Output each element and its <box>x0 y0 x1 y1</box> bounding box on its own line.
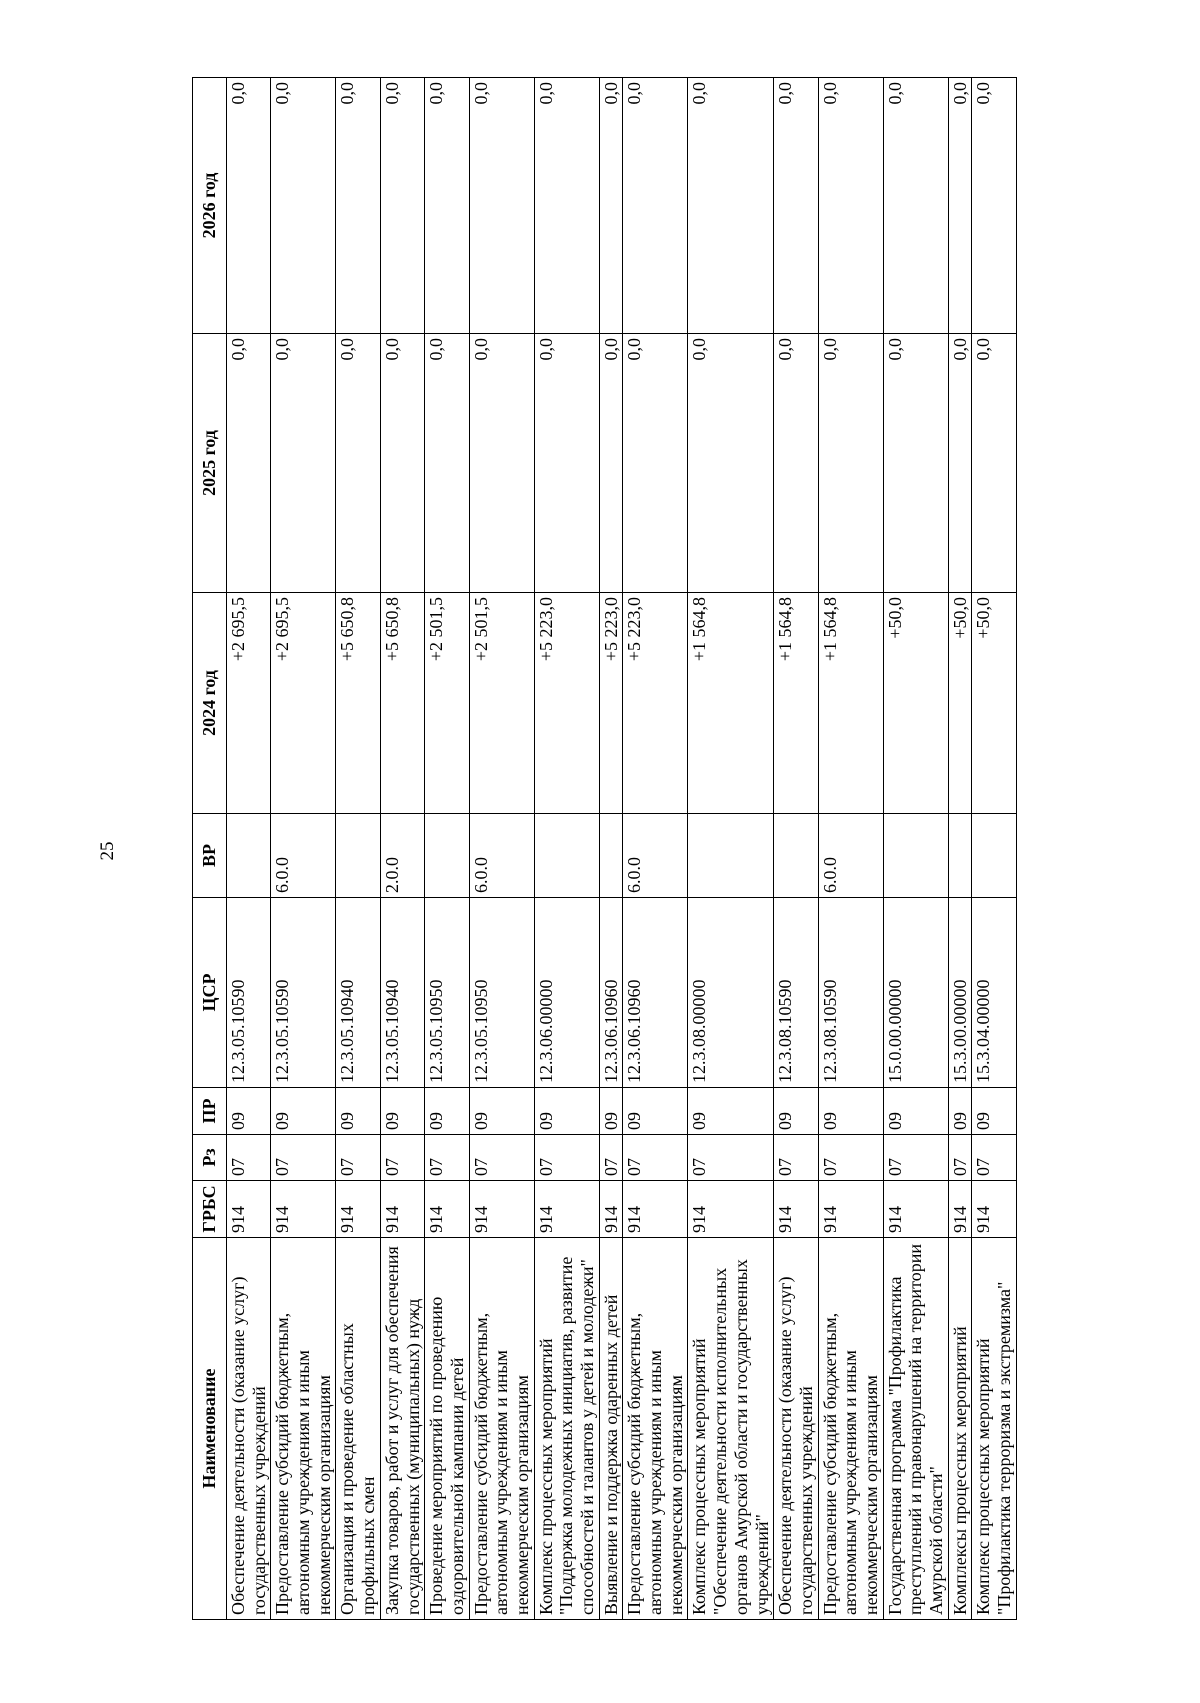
table-cell: +50,0 <box>948 593 972 814</box>
page-number: 25 <box>97 841 118 861</box>
table-cell: 914 <box>599 1181 623 1238</box>
table-cell: 914 <box>534 1181 599 1238</box>
table-cell: 0,0 <box>774 334 818 593</box>
table-cell: 09 <box>774 1088 818 1135</box>
table-cell: 0,0 <box>972 78 1016 334</box>
table-cell: 914 <box>271 1181 336 1238</box>
table-row <box>972 78 1016 1620</box>
table-cell: 07 <box>623 1135 688 1181</box>
column-header: 2025 год <box>193 334 227 593</box>
table-row <box>688 78 774 1620</box>
table-cell: 12.3.06.00000 <box>534 898 599 1088</box>
table-cell: 0,0 <box>818 78 883 334</box>
table-cell: Выявление и поддержка одаренных детей <box>599 1238 623 1620</box>
table-cell: 0,0 <box>818 334 883 593</box>
table-row <box>271 78 336 1620</box>
table-row <box>380 78 424 1620</box>
table-cell: 07 <box>972 1135 1016 1181</box>
table-cell: 0,0 <box>534 78 599 334</box>
table-cell: 07 <box>425 1135 469 1181</box>
column-header: 2026 год <box>193 78 227 334</box>
table-cell: Комплекс процессных мероприятий "Обеспечение деятельности исполнительных органов Амурской области и государственных учреждений" <box>688 1238 774 1620</box>
table-cell: 0,0 <box>623 334 688 593</box>
table-cell: 09 <box>227 1088 271 1135</box>
table-cell: 12.3.08.10590 <box>818 898 883 1088</box>
table-cell: 914 <box>948 1181 972 1238</box>
table-cell: 914 <box>972 1181 1016 1238</box>
table-cell: 07 <box>688 1135 774 1181</box>
table-cell: 15.3.00.00000 <box>948 898 972 1088</box>
budget-table <box>192 77 1017 1620</box>
table-cell: +2 695,5 <box>271 593 336 814</box>
table-cell: 0,0 <box>271 334 336 593</box>
table-cell <box>688 814 774 898</box>
table-cell: 914 <box>227 1181 271 1238</box>
table-cell: 07 <box>774 1135 818 1181</box>
table-cell: 0,0 <box>271 78 336 334</box>
table-row <box>425 78 469 1620</box>
table-cell: Предоставление субсидий бюджетным, автономным учреждениям и иным некоммерческим организациям <box>469 1238 534 1620</box>
table-cell: +1 564,8 <box>818 593 883 814</box>
table-cell: Предоставление субсидий бюджетным, автономным учреждениям и иным некоммерческим организациям <box>818 1238 883 1620</box>
table-cell: 09 <box>818 1088 883 1135</box>
table-cell: Обеспечение деятельности (оказание услуг) государственных учреждений <box>227 1238 271 1620</box>
table-cell: 914 <box>336 1181 380 1238</box>
table-cell: 12.3.05.10590 <box>227 898 271 1088</box>
table-row <box>469 78 534 1620</box>
table-cell: 09 <box>599 1088 623 1135</box>
table-cell: 0,0 <box>336 334 380 593</box>
table-cell: 09 <box>534 1088 599 1135</box>
table-cell: +2 501,5 <box>469 593 534 814</box>
table-cell: 12.3.05.10950 <box>469 898 534 1088</box>
table-cell: 07 <box>469 1135 534 1181</box>
table-cell: 12.3.06.10960 <box>599 898 623 1088</box>
table-cell: Государственная программа "Профилактика преступлений и правонарушений на территории Амурской области" <box>883 1238 948 1620</box>
table-cell: 0,0 <box>972 334 1016 593</box>
table-cell: 0,0 <box>688 78 774 334</box>
table-cell: +50,0 <box>883 593 948 814</box>
table-cell: Комплексы процессных мероприятий <box>948 1238 972 1620</box>
table-cell: 15.0.00.00000 <box>883 898 948 1088</box>
table-cell: Предоставление субсидий бюджетным, автономным учреждениям и иным некоммерческим организациям <box>271 1238 336 1620</box>
table-cell: +5 223,0 <box>623 593 688 814</box>
table-cell: 09 <box>883 1088 948 1135</box>
table-cell: 12.3.05.10940 <box>380 898 424 1088</box>
table-cell: 09 <box>688 1088 774 1135</box>
table-cell: +1 564,8 <box>774 593 818 814</box>
table-row <box>227 78 271 1620</box>
table-row <box>883 78 948 1620</box>
table-cell: 6.0.0 <box>271 814 336 898</box>
table-cell <box>948 814 972 898</box>
table-cell: 07 <box>599 1135 623 1181</box>
table-cell: 12.3.06.10960 <box>623 898 688 1088</box>
table-cell: Комплекс процессных мероприятий "Поддержка молодежных инициатив, развитие способностей и талантов у детей и молодежи" <box>534 1238 599 1620</box>
table-cell: +5 223,0 <box>534 593 599 814</box>
table-cell: 07 <box>948 1135 972 1181</box>
table-cell: 914 <box>774 1181 818 1238</box>
table-cell: 12.3.05.10940 <box>336 898 380 1088</box>
table-cell: 15.3.04.00000 <box>972 898 1016 1088</box>
table-cell: 09 <box>972 1088 1016 1135</box>
table-cell: 09 <box>380 1088 424 1135</box>
table-cell: +5 650,8 <box>380 593 424 814</box>
column-header: Наименование <box>193 1238 227 1620</box>
table-cell: +2 695,5 <box>227 593 271 814</box>
table-cell: 0,0 <box>599 334 623 593</box>
table-cell: 6.0.0 <box>623 814 688 898</box>
table-cell: 0,0 <box>599 78 623 334</box>
table-cell: Комплекс процессных мероприятий "Профилактика терроризма и экстремизма" <box>972 1238 1016 1620</box>
table-cell: 0,0 <box>227 334 271 593</box>
table-cell: +2 501,5 <box>425 593 469 814</box>
table-cell: Предоставление субсидий бюджетным, автономным учреждениям и иным некоммерческим организациям <box>623 1238 688 1620</box>
table-row <box>336 78 380 1620</box>
table-cell: 0,0 <box>425 334 469 593</box>
table-cell: 09 <box>948 1088 972 1135</box>
table-row <box>623 78 688 1620</box>
table-cell: 07 <box>336 1135 380 1181</box>
table-cell: +1 564,8 <box>688 593 774 814</box>
table-row <box>774 78 818 1620</box>
table-cell: 07 <box>818 1135 883 1181</box>
table-cell <box>972 814 1016 898</box>
table-cell: 0,0 <box>883 78 948 334</box>
table-cell <box>336 814 380 898</box>
table-cell: 914 <box>623 1181 688 1238</box>
table-row <box>948 78 972 1620</box>
table-cell: 12.3.08.10590 <box>774 898 818 1088</box>
table-cell: +5 223,0 <box>599 593 623 814</box>
table-cell <box>534 814 599 898</box>
table-row <box>818 78 883 1620</box>
table-cell: +5 650,8 <box>336 593 380 814</box>
column-header: ВР <box>193 814 227 898</box>
table-cell: 2.0.0 <box>380 814 424 898</box>
table-cell: 0,0 <box>380 78 424 334</box>
table-cell: 914 <box>469 1181 534 1238</box>
table-cell: 0,0 <box>948 334 972 593</box>
table-cell: 0,0 <box>948 78 972 334</box>
table-cell: 6.0.0 <box>818 814 883 898</box>
table-cell: 0,0 <box>227 78 271 334</box>
table-cell: 0,0 <box>623 78 688 334</box>
table-cell: 914 <box>688 1181 774 1238</box>
table-cell: 914 <box>818 1181 883 1238</box>
table-cell: 0,0 <box>534 334 599 593</box>
table-cell: Организация и проведение областных профильных смен <box>336 1238 380 1620</box>
table-cell: 09 <box>336 1088 380 1135</box>
table-cell: 07 <box>227 1135 271 1181</box>
budget-table-rotated <box>192 78 1062 1620</box>
table-row <box>599 78 623 1620</box>
table-cell: 914 <box>883 1181 948 1238</box>
table-cell: 12.3.05.10950 <box>425 898 469 1088</box>
column-header: 2024 год <box>193 593 227 814</box>
table-header-row <box>193 78 227 1620</box>
table-cell: Закупка товаров, работ и услуг для обеспечения государственных (муниципальных) нужд <box>380 1238 424 1620</box>
table-cell: 0,0 <box>774 78 818 334</box>
table-cell: 07 <box>271 1135 336 1181</box>
table-cell: 07 <box>380 1135 424 1181</box>
table-cell <box>227 814 271 898</box>
table-cell: 07 <box>534 1135 599 1181</box>
table-cell: 0,0 <box>469 78 534 334</box>
table-cell: 09 <box>469 1088 534 1135</box>
table-cell: 09 <box>623 1088 688 1135</box>
table-cell: Обеспечение деятельности (оказание услуг) государственных учреждений <box>774 1238 818 1620</box>
table-cell: 914 <box>380 1181 424 1238</box>
column-header: ГРБС <box>193 1181 227 1238</box>
table-cell: 0,0 <box>380 334 424 593</box>
table-cell: 0,0 <box>336 78 380 334</box>
table-cell: 07 <box>883 1135 948 1181</box>
table-cell: 09 <box>271 1088 336 1135</box>
column-header: Рз <box>193 1135 227 1181</box>
table-cell <box>774 814 818 898</box>
table-cell <box>425 814 469 898</box>
table-cell: Проведение мероприятий по проведению оздоровительной кампании детей <box>425 1238 469 1620</box>
table-cell: +50,0 <box>972 593 1016 814</box>
column-header: ПР <box>193 1088 227 1135</box>
table-cell: 0,0 <box>425 78 469 334</box>
table-cell <box>883 814 948 898</box>
table-cell: 6.0.0 <box>469 814 534 898</box>
table-cell: 12.3.05.10590 <box>271 898 336 1088</box>
table-cell: 09 <box>425 1088 469 1135</box>
table-body <box>227 78 1017 1620</box>
table-row <box>534 78 599 1620</box>
table-cell: 12.3.08.00000 <box>688 898 774 1088</box>
table-cell: 0,0 <box>883 334 948 593</box>
table-cell: 0,0 <box>688 334 774 593</box>
table-cell: 914 <box>425 1181 469 1238</box>
table-cell <box>599 814 623 898</box>
column-header: ЦСР <box>193 898 227 1088</box>
table-cell: 0,0 <box>469 334 534 593</box>
